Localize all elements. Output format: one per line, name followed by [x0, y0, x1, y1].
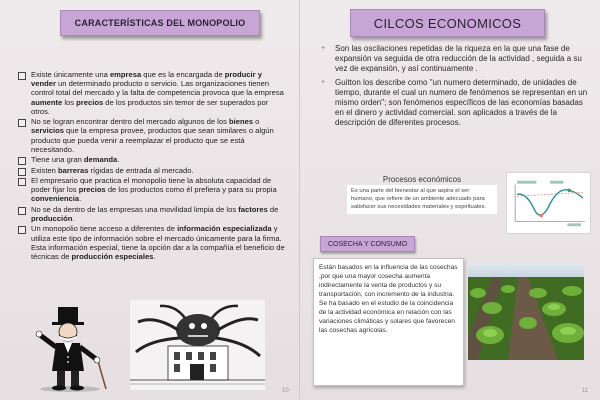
procesos-title: Procesos económicos: [382, 175, 462, 184]
ciclos-bullet: + Guitton los describe como "un numero determinado, de unidades de tiempo, durante el cual un numero de fenómenos se representan en un mismo orden"; son fenómenos específicos de las economías basadas en el dinero y actividad comercial. son aplicados a través de la descripción de diferentes procesos.: [318, 78, 590, 129]
bold-term: empresa: [109, 70, 142, 79]
bold-term: precios: [76, 97, 104, 107]
monopoly-man-illustration: [30, 305, 110, 393]
left-page-number: 10: [282, 388, 289, 394]
ciclos-title: CILCOS ECONOMICOS: [373, 15, 522, 31]
bold-term: barreras: [58, 165, 89, 175]
bold-term: servicios: [31, 126, 64, 136]
right-page: [300, 0, 600, 400]
monopolio-title: CARACTERÍSTICAS DEL MONOPOLIO: [74, 18, 246, 28]
monopolio-bullet-list: [18, 70, 286, 262]
crop-field-photo: [468, 263, 584, 360]
monopolio-title-box: [60, 10, 260, 36]
monopolio-bullet: Existe únicamente una empresa que es la encargada de producir y vender un determinado producto o servicio. Las organizaciones tienen control total del mercado y la falta de competencia provoca que la empresa aumente los precios de los productos sin temor de ser superados por otros.: [18, 70, 286, 116]
monopolio-bullet: No se da dentro de las empresas una movilidad limpia de los factores de producción.: [18, 205, 286, 223]
ciclos-bullet-list: [318, 44, 590, 132]
bold-term: producción: [31, 213, 73, 223]
monopolio-bullet: Un monopolio tiene acceso a diferentes de información especializada y utiliza este tipo de información sobre el mercado únicamente para la firma. Esta información especial, tiene la opción dar a la compañía el beneficio de técnicas de producción especiales.: [18, 224, 286, 261]
ciclos-title-box: [350, 9, 545, 37]
monopolio-bullet: Existen barreras rígidas de entrada al mercado.: [18, 166, 286, 175]
cosecha-title-box: [320, 236, 415, 252]
right-page-number: 11: [582, 388, 589, 394]
procesos-economicos-box: [347, 175, 497, 231]
bold-term: precios: [78, 185, 106, 195]
economic-cycle-chart-image: [506, 172, 591, 234]
cosecha-title: COSECHA Y CONSUMO: [327, 240, 408, 248]
bold-term: producir y vender: [31, 70, 262, 89]
ciclos-bullet: + Son las oscilaciones repetidas de la riqueza en la que una fase de expansión va seguida de otra reducción de la actividad , seguida a su vez de expansión, y así continuamente .: [318, 44, 590, 75]
bold-term: producción especiales: [71, 251, 154, 261]
bold-term: conveniencia: [31, 194, 80, 204]
monopoly-cartoon-illustration: [130, 300, 265, 390]
bold-term: factores: [238, 204, 268, 214]
bold-term: aumente: [31, 97, 63, 107]
bold-term: información especializada: [177, 224, 272, 234]
monopolio-bullet: No se logran encontrar dentro del mercado algunos de los bienes o servicios que la empresa provee, productos que sean similares o algún producto que pueda venir a reemplazar el producto que se está necesitando.: [18, 117, 286, 154]
bold-term: demanda: [83, 155, 118, 165]
cosecha-text-box: Están basados en la influencia de las cosechas ,por que una mayor cosecha aumenta indirectamente la venta de productos y su transportación, con incremento de la industria. Se ha basado en el estudio de la coincidencia de la actividad económica en relación con las variaciones climáticas y solares que favorecen las cosechas agrícolas.: [313, 258, 464, 386]
monopolio-bullet: El empresario que practica el monopolio tiene la absoluta capacidad de poder fijar los precios de los productos como él prefiera y para su propia conveniencia.: [18, 176, 286, 204]
monopolio-bullet: Tiene una gran demanda.: [18, 155, 286, 164]
bold-term: bienes: [228, 117, 254, 127]
procesos-text: Es una parte del bienestar al que aspira el ser humano, que refiere de un ambiente adecuado para satisfacer sus necesidades materiales y espirituales.: [347, 185, 497, 214]
